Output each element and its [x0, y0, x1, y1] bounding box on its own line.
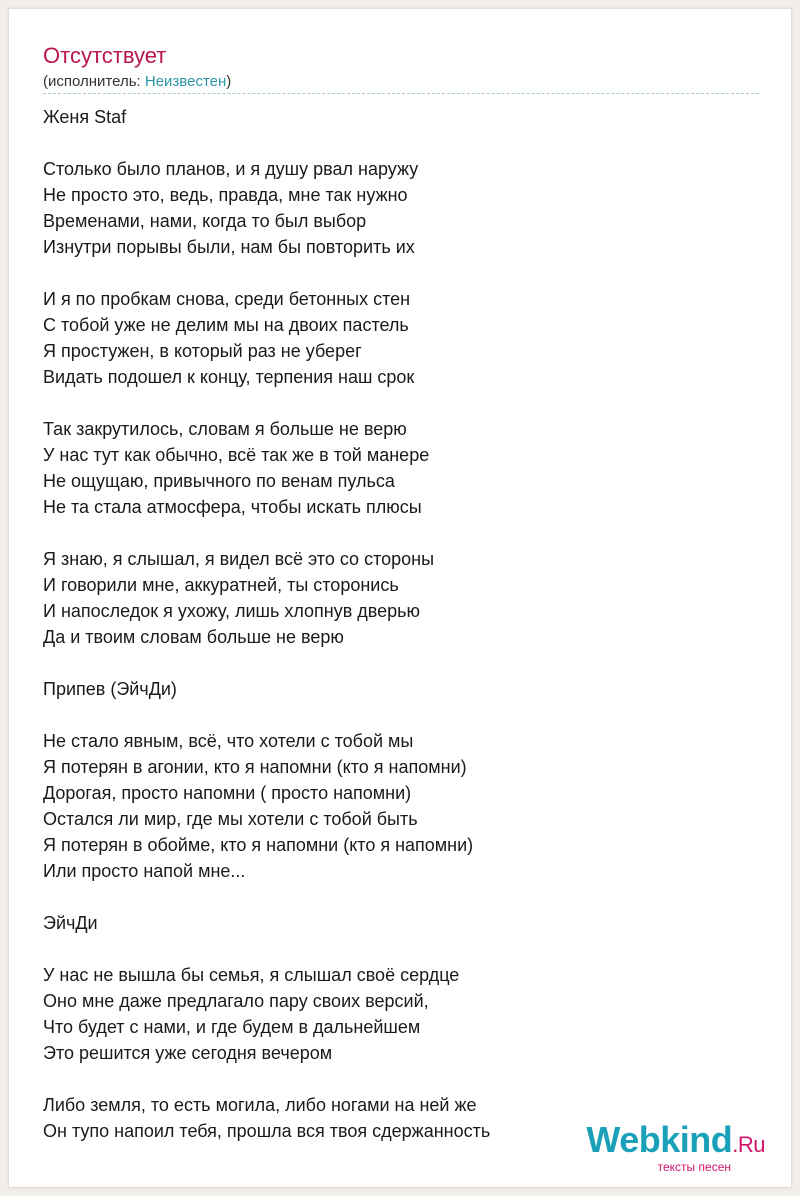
- lyrics-line: И говорили мне, аккуратней, ты сторонись: [43, 575, 399, 595]
- lyrics-line: У нас тут как обычно, всё так же в той манере: [43, 445, 430, 465]
- song-title: Отсутствует: [43, 43, 167, 68]
- lyrics-blank-line: [43, 884, 763, 910]
- lyrics-blank-line: [43, 702, 763, 728]
- logo-wordmark: [586, 1119, 765, 1163]
- lyrics-blank-line: [43, 260, 763, 286]
- lyrics-line: Не стало явным, всё, что хотели с тобой мы: [43, 731, 414, 751]
- lyrics-line: Он тупо напоил тебя, прошла вся твоя сдержанность: [43, 1121, 491, 1141]
- lyrics-line: Что будет с нами, и где будем в дальнейшем: [43, 1017, 421, 1037]
- lyrics-line: ЭйчДи: [43, 913, 98, 933]
- webkind-logo: [586, 1119, 765, 1174]
- lyrics-line: С тобой уже не делим мы на двоих пастель: [43, 315, 409, 335]
- lyrics-line: Я знаю, я слышал, я видел всё это со стороны: [43, 549, 435, 569]
- lyrics-line: Изнутри порывы были, нам бы повторить их: [43, 237, 415, 257]
- lyrics-line: Это решится уже сегодня вечером: [43, 1043, 333, 1063]
- lyrics-blank-line: [43, 1066, 763, 1092]
- lyrics-line: Так закрутилось, словам я больше не верю: [43, 419, 407, 439]
- lyrics-text: [43, 104, 763, 1144]
- lyrics-line: Временами, нами, когда то был выбор: [43, 211, 367, 231]
- lyrics-line: Или просто напой мне...: [43, 861, 246, 881]
- lyrics-blank-line: [43, 390, 763, 416]
- lyrics-line: Не та стала атмосфера, чтобы искать плюсы: [43, 497, 422, 517]
- lyrics-line: Оно мне даже предлагало пару своих версий,: [43, 991, 429, 1011]
- lyrics-line: И напоследок я ухожу, лишь хлопнув дверью: [43, 601, 421, 621]
- lyrics-line: Либо земля, то есть могила, либо ногами на ней же: [43, 1095, 477, 1115]
- logo-name: Webkind: [586, 1119, 733, 1160]
- lyrics-line: Припев (ЭйчДи): [43, 679, 177, 699]
- lyrics-line: Не просто это, ведь, правда, мне так нужно: [43, 185, 408, 205]
- artist-link[interactable]: Неизвестен: [144, 73, 227, 90]
- lyrics-line: Остался ли мир, где мы хотели с тобой быть: [43, 809, 418, 829]
- lyrics-line: Не ощущаю, привычного по венам пульса: [43, 471, 395, 491]
- lyrics-line: Столько было планов, и я душу рвал наружу: [43, 159, 419, 179]
- lyrics-line: Я простужен, в который раз не уберег: [43, 341, 362, 361]
- song-meta: [43, 73, 231, 90]
- logo-tagline: тексты песен: [657, 1160, 731, 1174]
- lyrics-line: Дорогая, просто напомни ( просто напомни): [43, 783, 412, 803]
- lyrics-card: [8, 8, 792, 1188]
- lyrics-blank-line: [43, 130, 763, 156]
- meta-prefix: (исполнитель:: [43, 73, 145, 90]
- lyrics-line: Да и твоим словам больше не верю: [43, 627, 344, 647]
- lyrics-line: У нас не вышла бы семья, я слышал своё сердце: [43, 965, 460, 985]
- title-divider: [43, 93, 759, 94]
- lyrics-line: Женя Staf: [43, 107, 127, 127]
- lyrics-blank-line: [43, 520, 763, 546]
- lyrics-line: Я потерян в обойме, кто я напомни (кто я напомни): [43, 835, 474, 855]
- lyrics-line: Видать подошел к концу, терпения наш срок: [43, 367, 415, 387]
- lyrics-blank-line: [43, 650, 763, 676]
- lyrics-blank-line: [43, 936, 763, 962]
- logo-tld: .Ru: [732, 1132, 765, 1157]
- lyrics-line: И я по пробкам снова, среди бетонных стен: [43, 289, 411, 309]
- meta-suffix: ): [226, 73, 232, 90]
- lyrics-line: Я потерян в агонии, кто я напомни (кто я напомни): [43, 757, 467, 777]
